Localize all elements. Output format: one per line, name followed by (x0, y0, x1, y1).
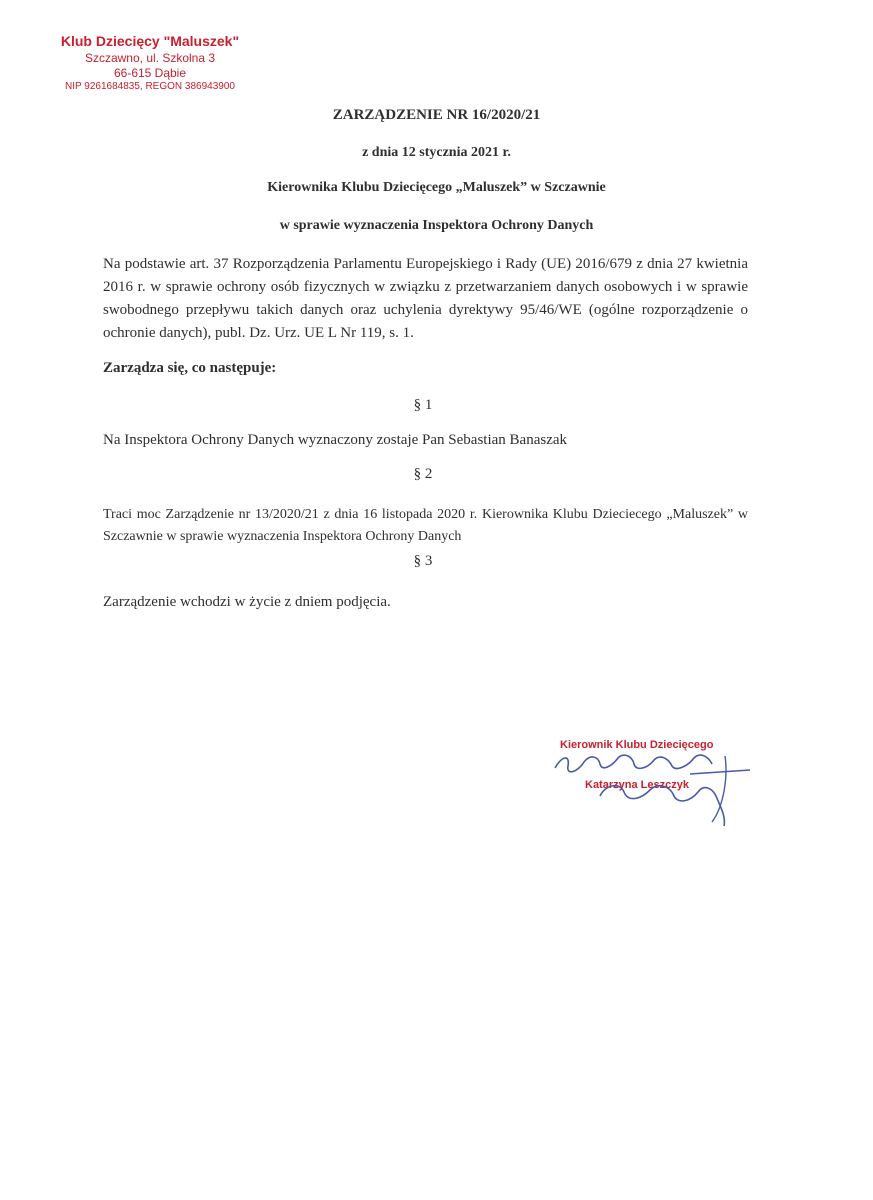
document-subject: w sprawie wyznaczenia Inspektora Ochrony Danych (279, 218, 594, 233)
signature-stroke-lower (600, 786, 724, 826)
section-text-2: Traci moc Zarządzenie nr 13/2020/21 z dnia 16 listopada 2020 r. Kierownika Klubu Dzieciecego „Maluszek” w Szczawnie w sprawie wyznaczenia Inspektora Ochrony Danych (103, 507, 748, 544)
signature-stroke-flourish (690, 756, 750, 822)
decree-intro: Zarządza się, co następuje: (103, 360, 277, 376)
organization-stamp (50, 33, 250, 93)
section-mark-1: § 1 (413, 397, 433, 413)
signature-drawing (540, 726, 770, 836)
stamp-tax-ids: NIP 9261684835, REGON 386943900 (65, 80, 235, 92)
stamp-address-line2: 66-615 Dąbie (113, 65, 187, 80)
signature-stamp-title: Kierownik Klubu Dziecięcego (560, 739, 714, 751)
signature-block (540, 726, 770, 836)
signature-stamp-name: Katarzyna Leszczyk (585, 779, 689, 791)
legal-basis-paragraph: Na podstawie art. 37 Rozporządzenia Parlamentu Europejskiego i Rady (UE) 2016/679 z dnia 27 kwietnia 2016 r. w sprawie ochrony osób fizycznych w związku z przetwarzaniem danych osobowych i w sprawie swobodnego przepływu takich danych oraz uchylenia dyrektywy 95/46/WE (ogólne rozporządzenie o ochronie danych), publ. Dz. Urz. UE L Nr 119, s. 1. (103, 256, 748, 341)
section-mark-2: § 2 (413, 466, 433, 482)
signature-stroke-upper (555, 755, 712, 772)
section-mark-3: § 3 (413, 553, 433, 569)
document-date: z dnia 12 stycznia 2021 r. (362, 145, 511, 160)
section-text-1: Na Inspektora Ochrony Danych wyznaczony zostaje Pan Sebastian Banaszak (103, 432, 568, 448)
section-text-3: Zarządzenie wchodzi w życie z dniem podjęcia. (103, 594, 391, 610)
stamp-organization-name: Klub Dziecięcy "Maluszek" (60, 33, 240, 49)
document-title: ZARZĄDZENIE NR 16/2020/21 (332, 107, 541, 123)
stamp-address-line1: Szczawno, ul. Szkolna 3 (84, 50, 216, 65)
document-issuer: Kierownika Klubu Dziecięcego „Maluszek” w Szczawnie (267, 180, 606, 195)
